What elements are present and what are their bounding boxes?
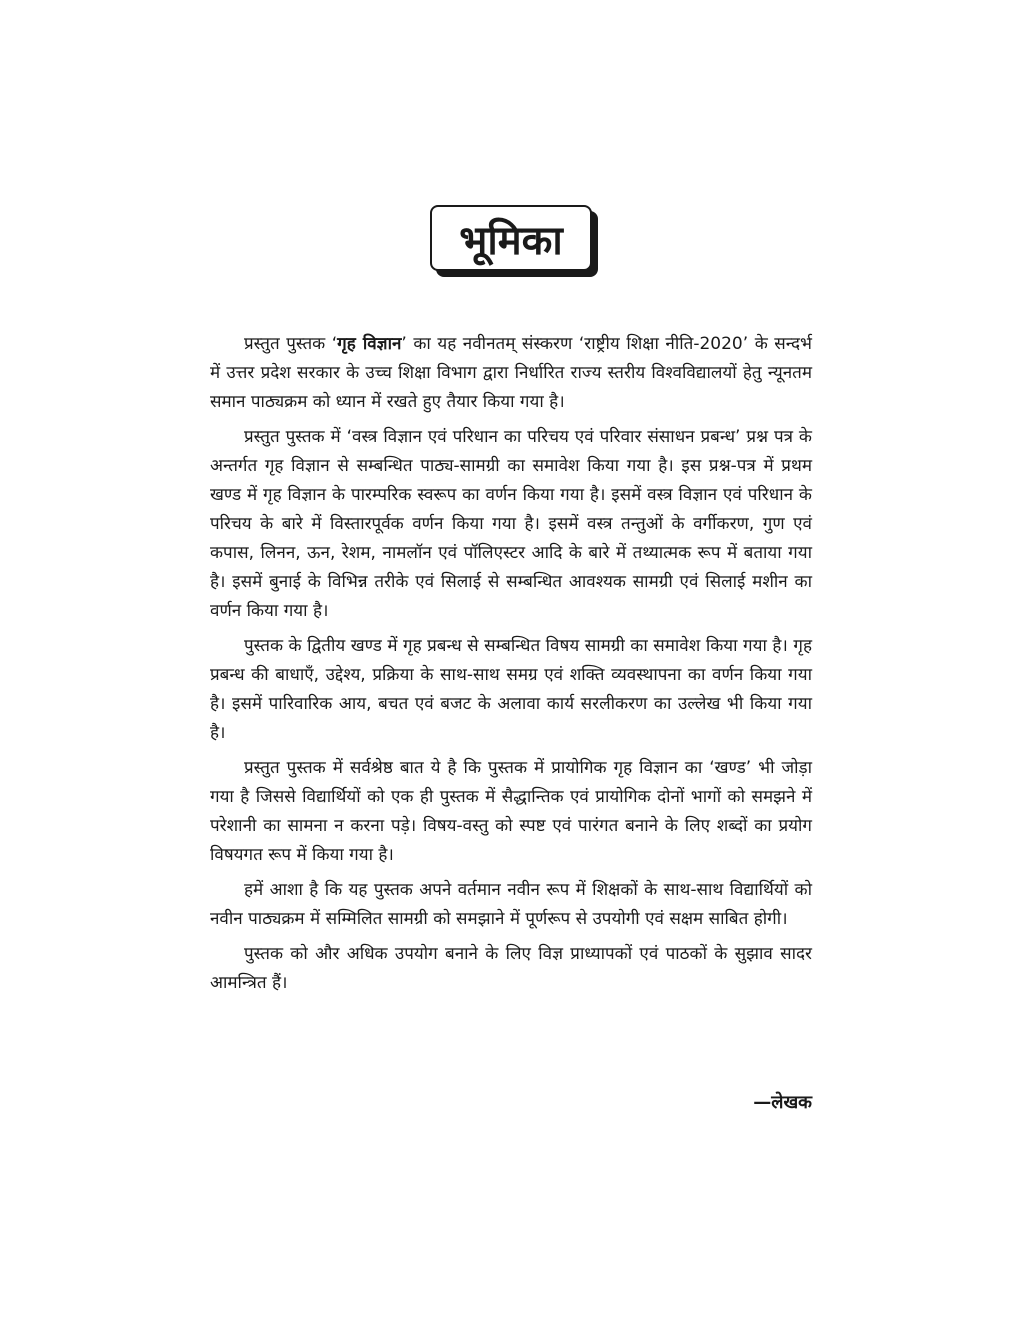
author-signature: —लेखक xyxy=(753,1092,812,1113)
paragraph-1: प्रस्तुत पुस्तक ‘गृह विज्ञान’ का यह नवीनतम् संस्करण ‘राष्ट्रीय शिक्षा नीति-2020’ के सन्दर्भ में उत्तर प्रदेश सरकार के उच्च शिक्षा विभाग द्वारा निर्धारित राज्य स्तरीय विश्वविद्यालयों हेतु न्यूनतम समान पाठ्यक्रम को ध्यान में रखते हुए तैयार किया गया है। xyxy=(210,334,813,412)
paragraph-3: पुस्तक के द्वितीय खण्ड में गृह प्रबन्ध से सम्बन्धित विषय सामग्री का समावेश किया गया है। गृह प्रबन्ध की बाधाएँ, उद्देश्य, प्रक्रिया के साथ-साथ समग्र एवं शक्ति व्यवस्थापना का वर्णन किया गया है। इसमें पारिवारिक आय, बचत एवं बजट के अलावा कार्य सरलीकरण का उल्लेख भी किया गया है। xyxy=(210,636,812,743)
preface-body xyxy=(210,330,812,1004)
paragraph-6: पुस्तक को और अधिक उपयोग बनाने के लिए विज्ञ प्राध्यापकों एवं पाठकों के सुझाव सादर आमन्त्रित हैं। xyxy=(210,944,812,993)
book-title: गृह विज्ञान xyxy=(337,334,402,354)
heading-frame xyxy=(430,205,592,271)
paragraph-2: प्रस्तुत पुस्तक में ‘वस्त्र विज्ञान एवं परिधान का परिचय एवं परिवार संसाधन प्रबन्ध’ प्रश्न पत्र के अन्तर्गत गृह विज्ञान से सम्बन्धित पाठ्य-सामग्री का समावेश किया गया है। इस प्रश्न-पत्र में प्रथम खण्ड में गृह विज्ञान के पारम्परिक स्वरूप का वर्णन किया गया है। इसमें वस्त्र विज्ञान एवं परिधान के परिचय के बारे में विस्तारपूर्वक वर्णन किया गया है। इसमें वस्त्र तन्तुओं के वर्गीकरण, गुण एवं कपास, लिनन, ऊन, रेशम, नामलॉन एवं पॉलिएस्टर आदि के बारे में तथ्यात्मक रूप में बताया गया है। इसमें बुनाई के विभिन्न तरीके एवं सिलाई से सम्बन्धित आवश्यक सामग्री एवं सिलाई मशीन का वर्णन किया गया है। xyxy=(210,427,812,621)
paragraph-5: हमें आशा है कि यह पुस्तक अपने वर्तमान नवीन रूप में शिक्षकों के साथ-साथ विद्यार्थियों को नवीन पाठ्यक्रम में सम्मिलित सामग्री को समझाने में पूर्णरूप से उपयोगी एवं सक्षम साबित होगी। xyxy=(210,880,812,929)
paragraph-4: प्रस्तुत पुस्तक में सर्वश्रेष्ठ बात ये है कि पुस्तक में प्रायोगिक गृह विज्ञान का ‘खण्ड’ भी जोड़ा गया है जिससे विद्यार्थियों को एक ही पुस्तक में सैद्धान्तिक एवं प्रायोगिक दोनों भागों को समझने में परेशानी का सामना न करना पड़े। विषय-वस्तु को स्पष्ट एवं पारंगत बनाने के लिए शब्दों का प्रयोग विषयगत रूप में किया गया है। xyxy=(210,758,812,865)
page-title: भूमिका xyxy=(430,205,592,271)
